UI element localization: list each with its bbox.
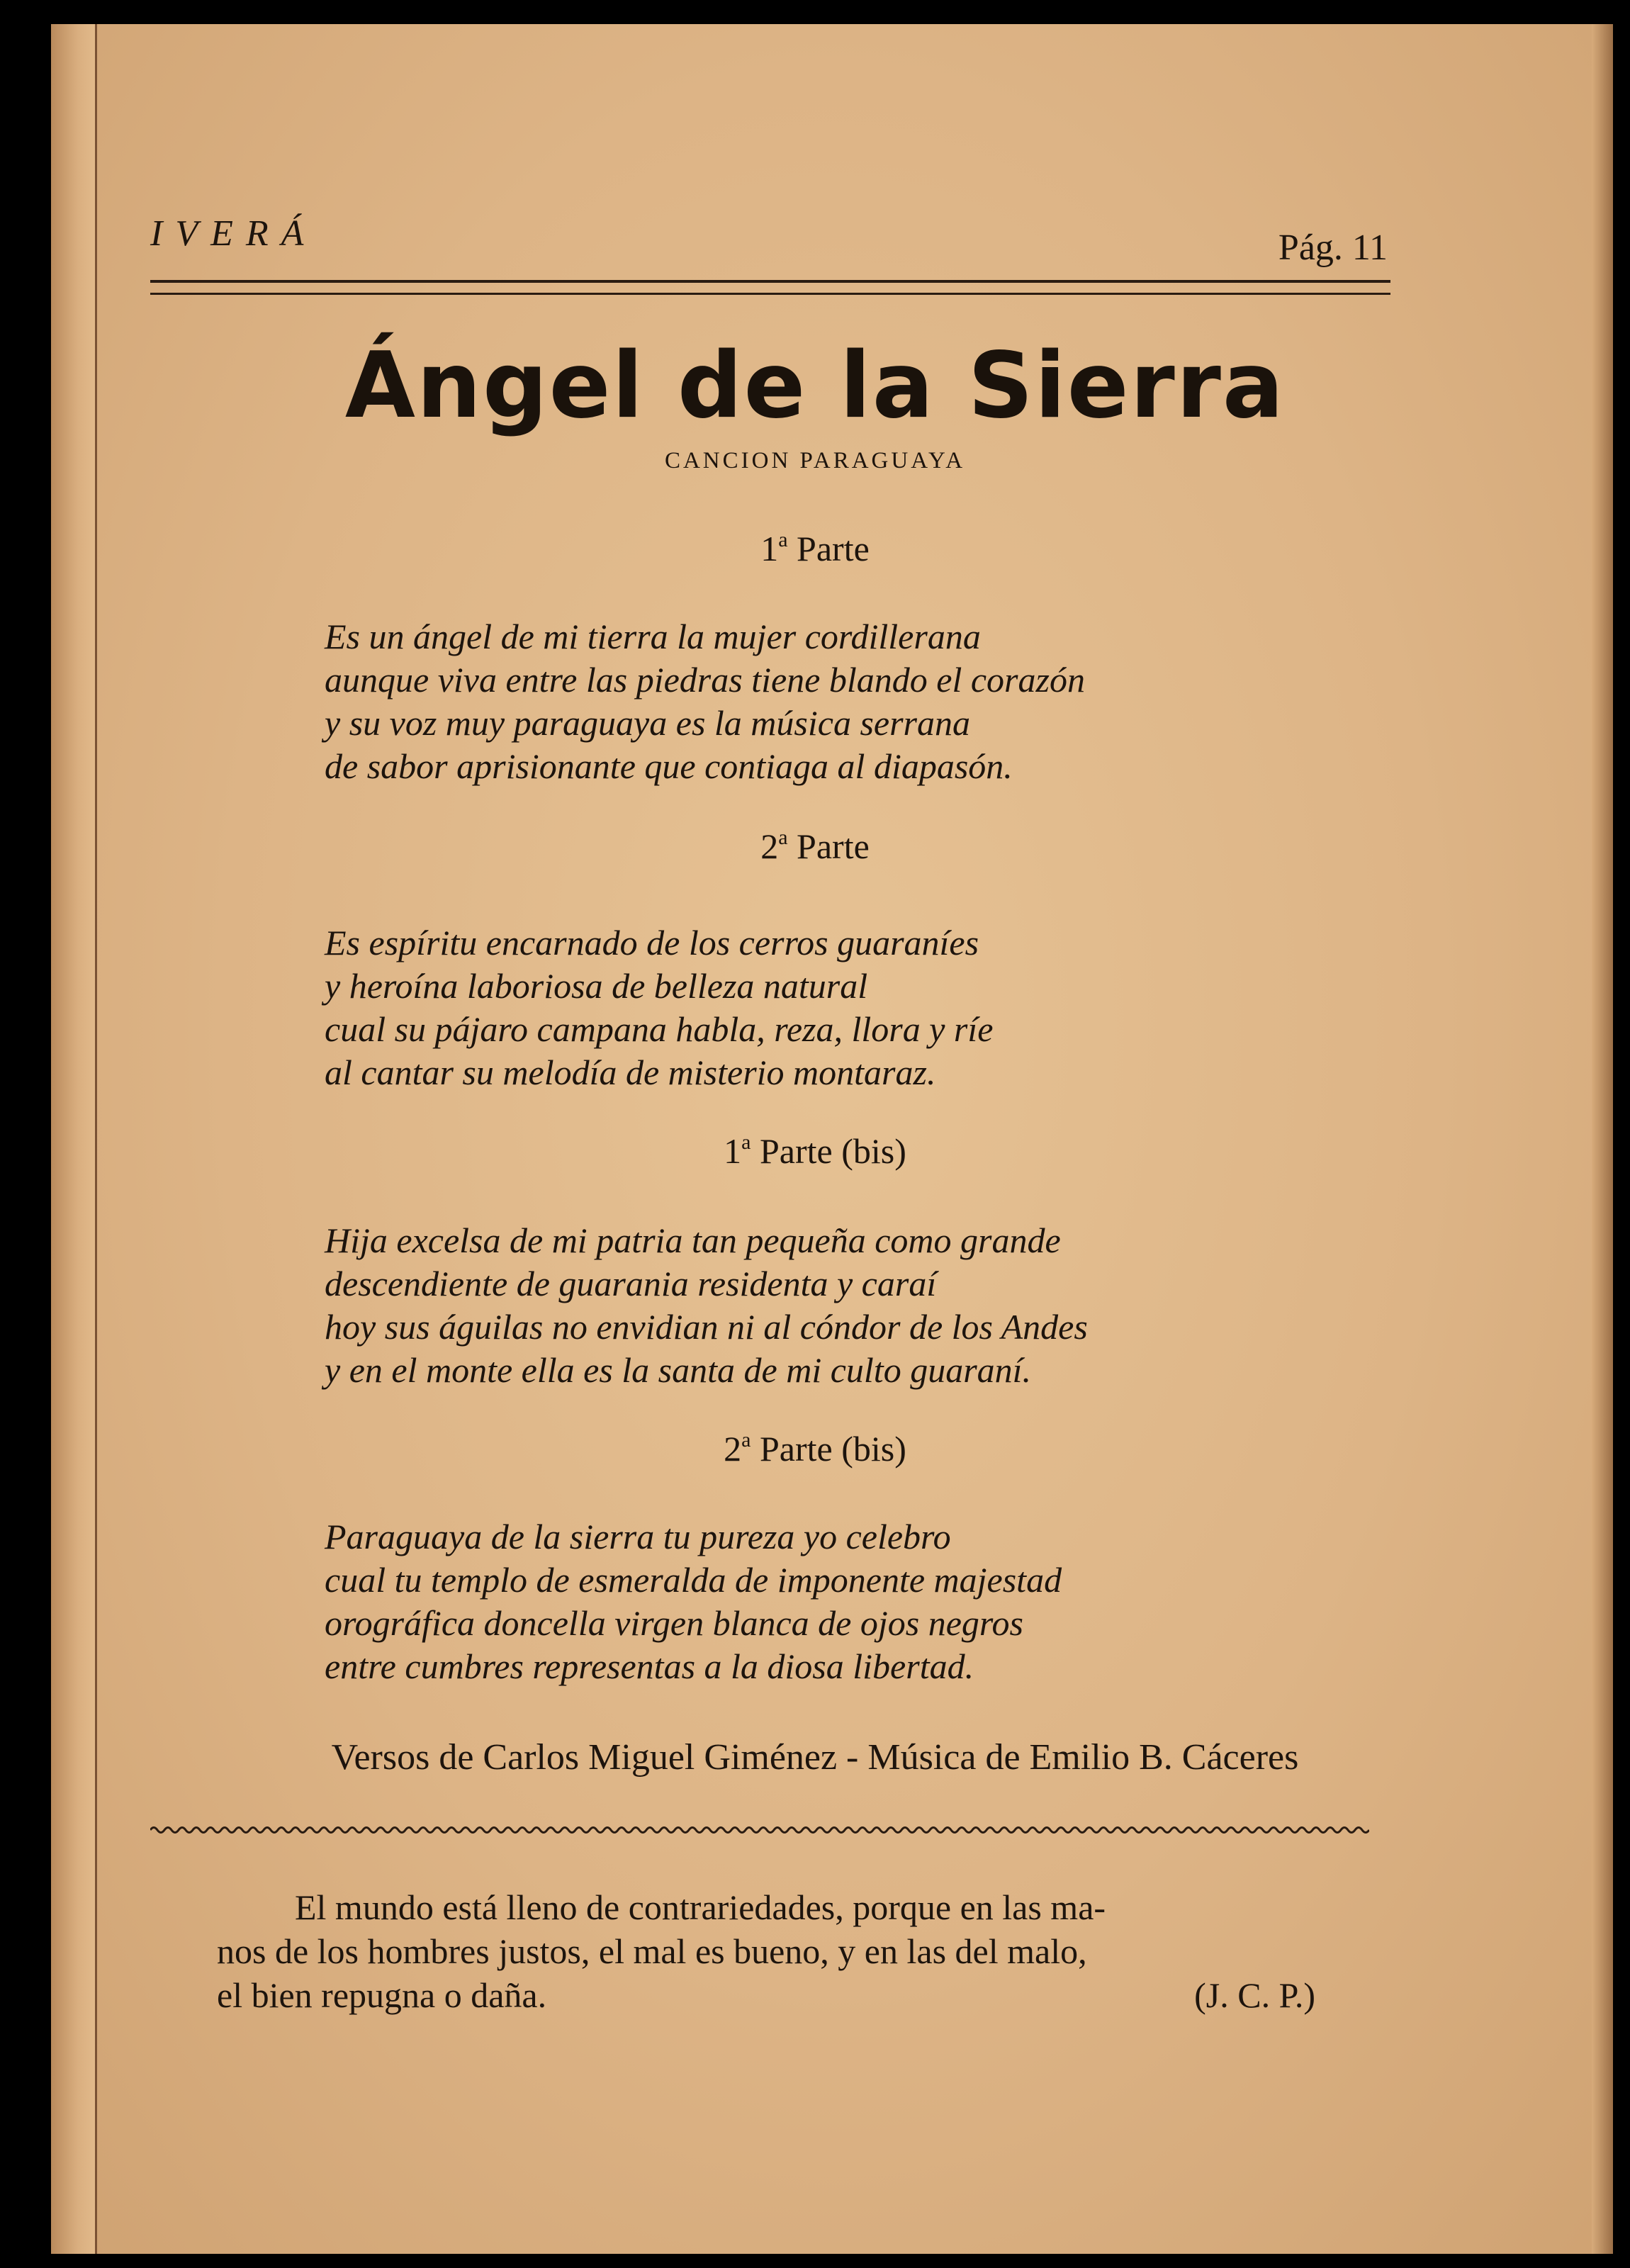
section-ordinal: a [741, 1428, 751, 1452]
section-number: 2 [760, 826, 779, 866]
verse-line: al cantar su melodía de misterio montaraz. [325, 1052, 936, 1092]
verse-line: Paraguaya de la sierra tu pureza yo celebro [325, 1517, 951, 1556]
verse-line: y su voz muy paraguaya es la música serrana [325, 703, 971, 743]
section-heading [0, 826, 1630, 867]
stanza [325, 921, 993, 1094]
verse-line: y heroína laboriosa de belleza natural [325, 966, 868, 1006]
section-heading [0, 1130, 1630, 1172]
verse-line: de sabor aprisionante que contiaga al diapasón. [325, 746, 1013, 786]
verse-line: Es espíritu encarnado de los cerros guaraníes [325, 923, 979, 962]
section-heading [0, 1428, 1630, 1469]
section-heading [0, 528, 1630, 569]
stanza [325, 1515, 1062, 1688]
verse-line: cual tu templo de esmeralda de imponente majestad [325, 1560, 1062, 1600]
section-number: 1 [724, 1131, 742, 1171]
verse-line: Es un ángel de mi tierra la mujer cordillerana [325, 617, 981, 656]
quote-line: nos de los hombres justos, el mal es bueno, y en las del malo, [217, 1931, 1087, 1971]
quote-line: el bien repugna o daña. [217, 1975, 547, 2015]
verse-line: hoy sus águilas no envidian ni al cóndor de los Andes [325, 1307, 1088, 1347]
section-number: 2 [724, 1429, 742, 1469]
song-title: Ángel de la Sierra [344, 333, 1286, 439]
verse-line: descendiente de guarania residenta y caraí [325, 1264, 937, 1303]
song-credits: Versos de Carlos Miguel Giménez - Música de Emilio B. Cáceres [331, 1737, 1299, 1778]
stanza [325, 1219, 1088, 1392]
publication-name: IVERÁ [150, 213, 317, 254]
verse-line: Hija excelsa de mi patria tan pequeña como grande [325, 1220, 1061, 1260]
stanza [325, 615, 1085, 788]
quote-line: El mundo está lleno de contrariedades, porque en las ma- [295, 1887, 1106, 1927]
section-label: Parte [797, 826, 870, 866]
verse-line: aunque viva entre las piedras tiene blando el corazón [325, 660, 1085, 700]
verse-line: y en el monte ella es la santa de mi culto guaraní. [325, 1350, 1032, 1390]
header-rule [150, 280, 1390, 295]
section-label: Parte (bis) [759, 1131, 906, 1171]
ornamental-divider [150, 1825, 1369, 1835]
section-ordinal: a [778, 528, 788, 551]
section-label: Parte (bis) [759, 1429, 906, 1469]
section-number: 1 [760, 529, 779, 568]
verse-line: entre cumbres representas a la diosa libertad. [325, 1646, 974, 1686]
verse-line: orográfica doncella virgen blanca de ojos negros [325, 1603, 1023, 1643]
quote-author: (J. C. P.) [1194, 1975, 1315, 2015]
section-ordinal: a [778, 826, 788, 849]
page-number: Pág. 11 [1278, 228, 1388, 268]
quote-block [217, 1885, 1315, 2017]
song-subtitle: CANCION PARAGUAYA [664, 448, 966, 473]
section-ordinal: a [741, 1130, 751, 1154]
section-label: Parte [797, 529, 870, 568]
verse-line: cual su pájaro campana habla, reza, llora y ríe [325, 1009, 994, 1049]
